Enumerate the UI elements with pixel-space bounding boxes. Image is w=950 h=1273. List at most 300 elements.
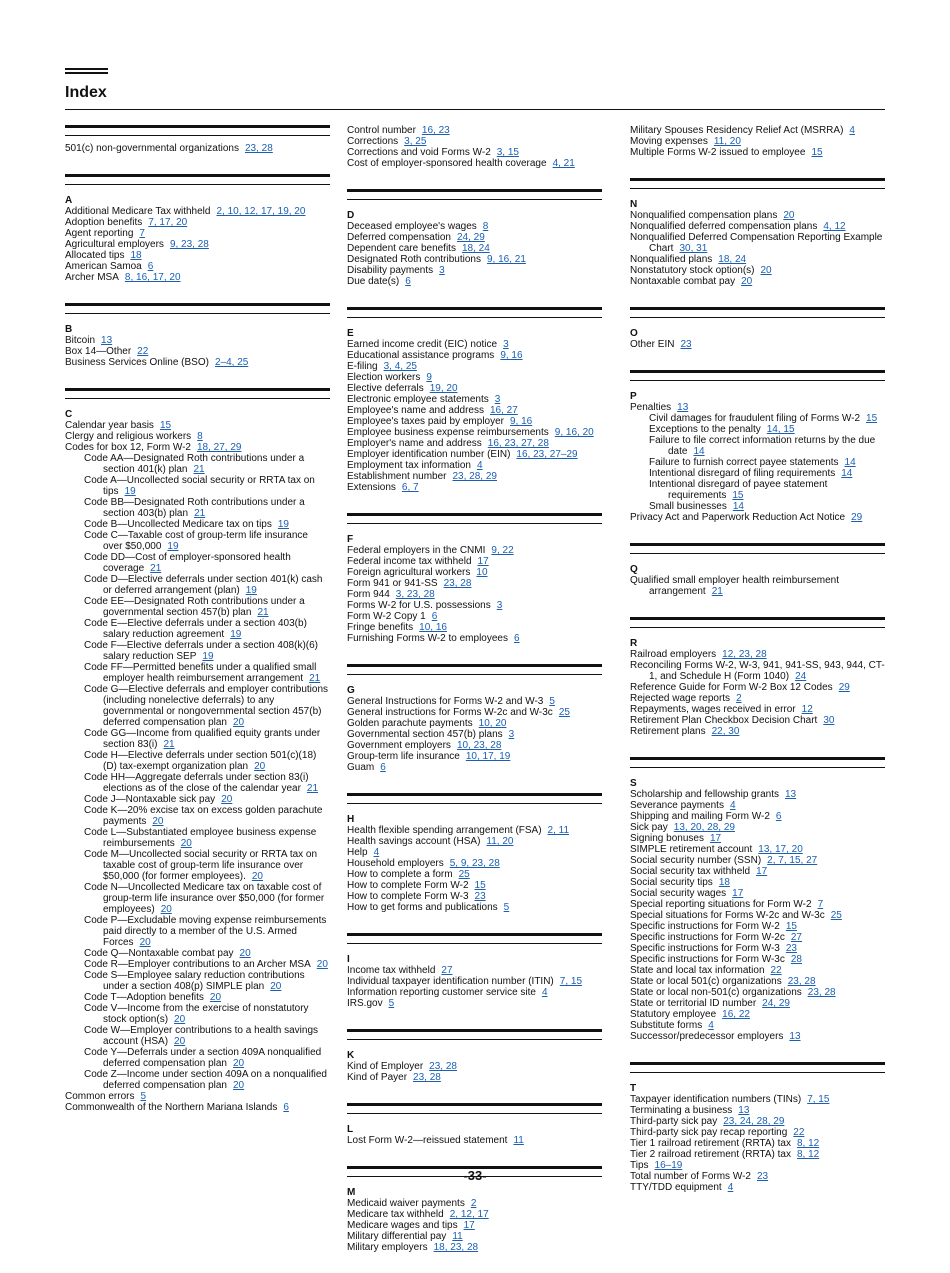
entry-page-links[interactable]: 15 (159, 420, 172, 431)
entry-page-links[interactable]: 8, 16, 17, 20 (124, 272, 181, 283)
entry-page-links[interactable]: 15 (474, 880, 486, 891)
section-letter: E (347, 328, 354, 339)
entry-term: Code A—Uncollected social security or RRTA tax on tips (84, 475, 315, 497)
entry-page-links[interactable]: 4 (708, 1020, 714, 1031)
index-entry (65, 618, 330, 640)
index-entry (630, 822, 885, 833)
index-entry (347, 836, 602, 847)
entry-page-links[interactable]: 9, 22 (491, 545, 514, 556)
entry-page-links[interactable]: 21 (193, 464, 205, 475)
index-entry (347, 1220, 602, 1231)
entry-page-links[interactable]: 11 (452, 1231, 463, 1242)
entry-term: Rejected wage reports (630, 693, 731, 704)
entry-term: Substitute forms (630, 1020, 703, 1031)
entry-term: TTY/TDD equipment (630, 1182, 722, 1193)
entry-page-links[interactable]: 8, 12 (796, 1149, 820, 1160)
entry-term: Codes for box 12, Form W-2 (65, 442, 191, 453)
entry-page-links[interactable]: 12 (801, 704, 813, 715)
entry-page-links[interactable]: 4 (373, 847, 380, 858)
entry-page-links[interactable]: 4, 21 (552, 158, 575, 169)
entry-term: Small businesses (649, 501, 727, 512)
entry-page-links[interactable]: 30, 31 (679, 243, 708, 254)
entry-page-links[interactable]: 19 (202, 651, 214, 662)
entry-term: Code BB—Designated Roth contributions under a section 403(b) plan (84, 497, 305, 519)
entry-page-links[interactable]: 10, 23, 28 (456, 740, 502, 751)
entry-page-links[interactable]: 11 (513, 1135, 524, 1146)
entry-page-links[interactable]: 5 (549, 696, 555, 707)
index-entry (630, 693, 885, 704)
entry-term: Information reporting customer service site (347, 987, 536, 998)
entry-term: Privacy Act and Paperwork Reduction Act Notice (630, 512, 846, 523)
index-entry (630, 1009, 885, 1020)
entry-page-links[interactable]: 11, 20 (713, 136, 741, 147)
entry-page-links[interactable]: 21 (309, 673, 321, 684)
index-entry (65, 1025, 330, 1047)
index-entry (630, 1149, 885, 1160)
entry-page-links[interactable]: 21 (150, 563, 162, 574)
entry-page-links[interactable]: 6 (147, 261, 154, 272)
entry-term: Establishment number (347, 471, 447, 482)
section-rule (65, 174, 330, 185)
index-entry (347, 147, 602, 158)
index-entry (347, 460, 602, 471)
entry-page-links[interactable]: 7 (139, 228, 145, 239)
index-entry (65, 228, 330, 239)
section-rule (630, 178, 885, 189)
entry-page-links[interactable]: 9, 16, 21 (486, 254, 526, 265)
entry-page-links[interactable]: 17 (709, 833, 722, 844)
entry-page-links[interactable]: 28 (790, 954, 802, 965)
entry-page-links[interactable]: 21 (257, 607, 269, 618)
entry-page-links[interactable]: 29 (838, 682, 850, 693)
entry-page-links[interactable]: 3, 23, 28 (395, 589, 435, 600)
entry-page-links[interactable]: 23, 28 (429, 1061, 457, 1072)
index-entry (347, 976, 602, 987)
entry-page-links[interactable]: 21 (163, 739, 175, 750)
entry-page-links[interactable]: 7, 15 (559, 976, 583, 987)
entry-page-links[interactable]: 5, 9, 23, 28 (449, 858, 500, 869)
index-section (630, 125, 885, 158)
entry-page-links[interactable]: 20 (316, 959, 328, 970)
entry-page-links[interactable]: 14 (693, 446, 705, 457)
index-entry (65, 475, 330, 497)
entry-term: Due date(s) (347, 276, 400, 287)
entry-page-links[interactable]: 23 (680, 339, 692, 350)
entry-page-links[interactable]: 20 (139, 937, 151, 948)
entry-page-links[interactable]: 2, 11 (547, 825, 570, 836)
entry-term: Social security tax withheld (630, 866, 751, 877)
index-entry (630, 954, 885, 965)
section-rule (630, 307, 885, 318)
entry-page-links[interactable]: 23, 28 (787, 976, 816, 987)
entry-page-links[interactable]: 13 (784, 789, 797, 800)
entry-page-links[interactable]: 15 (811, 147, 823, 158)
entry-term: Individual taxpayer identification number (ITIN) (347, 976, 554, 987)
entry-term: Other EIN (630, 339, 675, 350)
section-letter: R (630, 638, 638, 649)
section-letter: G (347, 685, 355, 696)
index-entry (630, 789, 885, 800)
entry-page-links[interactable]: 10, 20 (478, 718, 507, 729)
entry-page-links[interactable]: 22 (770, 965, 782, 976)
entry-page-links[interactable]: 19 (124, 486, 136, 497)
entry-page-links[interactable]: 19, 20 (429, 383, 458, 394)
entry-page-links[interactable]: 15 (866, 413, 878, 424)
index-entry (630, 232, 885, 254)
section-letter: H (347, 814, 355, 825)
entry-term: Form W-2 Copy 1 (347, 611, 426, 622)
entry-page-links[interactable]: 25 (830, 910, 842, 921)
section-rule (347, 1029, 602, 1040)
entry-page-links[interactable]: 20 (160, 904, 172, 915)
entry-page-links[interactable]: 20 (221, 794, 233, 805)
entry-page-links[interactable]: 3 (508, 729, 515, 740)
entry-page-links[interactable]: 20 (174, 1014, 186, 1025)
entry-page-links[interactable]: 21 (711, 586, 723, 597)
entry-term: Fringe benefits (347, 622, 414, 633)
entry-page-links[interactable]: 12, 23, 28 (722, 649, 767, 660)
entry-page-links[interactable]: 4 (476, 460, 483, 471)
index-entry (65, 948, 330, 959)
entry-page-links[interactable]: 11, 20 (486, 836, 514, 847)
entry-page-links[interactable]: 6 (405, 276, 411, 287)
index-entry (65, 335, 330, 346)
entry-term: Code Q—Nontaxable combat pay (84, 948, 234, 959)
index-entry (347, 449, 602, 460)
entry-term: State or local 501(c) organizations (630, 976, 782, 987)
entry-page-links[interactable]: 6, 7 (401, 482, 419, 493)
entry-term: Severance payments (630, 800, 724, 811)
entry-page-links[interactable]: 13 (101, 335, 113, 346)
entry-page-links[interactable]: 20 (174, 1036, 186, 1047)
entry-page-links[interactable]: 20 (239, 948, 251, 959)
entry-page-links[interactable]: 10, 17, 19 (465, 751, 511, 762)
entry-page-links[interactable]: 10, 16 (419, 622, 447, 633)
entry-page-links[interactable]: 21 (306, 783, 319, 794)
index-entry (65, 1091, 330, 1102)
entry-page-links[interactable]: 16, 27 (490, 405, 518, 416)
index-entry (630, 866, 885, 877)
entry-page-links[interactable]: 24 (795, 671, 807, 682)
entry-page-links[interactable]: 22 (137, 346, 149, 357)
index-entry (65, 915, 330, 948)
entry-page-links[interactable]: 7 (817, 899, 824, 910)
entry-page-links[interactable]: 23, 28 (443, 578, 472, 589)
index-entry (630, 877, 885, 888)
entry-page-links[interactable]: 18, 24 (718, 254, 747, 265)
entry-page-links[interactable]: 5 (503, 902, 510, 913)
entry-page-links[interactable]: 18, 23, 28 (433, 1242, 479, 1253)
entry-page-links[interactable]: 17 (477, 556, 489, 567)
entry-page-links[interactable]: 2–4, 25 (214, 357, 249, 368)
index-entry (347, 394, 602, 405)
entry-page-links[interactable]: 2 (736, 693, 742, 704)
entry-page-links[interactable]: 5 (388, 998, 395, 1009)
index-entry (347, 158, 602, 169)
entry-page-links[interactable]: 15 (732, 490, 744, 501)
entry-page-links[interactable]: 17 (756, 866, 768, 877)
entry-term: Earned income credit (EIC) notice (347, 339, 498, 350)
section-letter: N (630, 199, 638, 210)
entry-page-links[interactable]: 4 (729, 800, 736, 811)
entry-page-links[interactable]: 13 (738, 1105, 750, 1116)
entry-page-links[interactable]: 23 (474, 891, 486, 902)
index-section (630, 307, 885, 350)
entry-page-links[interactable]: 20 (783, 210, 795, 221)
index-section (347, 307, 602, 493)
entry-term: Failure to file correct information returns by the due date (649, 435, 876, 457)
index-entry (347, 232, 602, 243)
entry-term: Election workers (347, 372, 421, 383)
entry-page-links[interactable]: 8 (482, 221, 489, 232)
entry-page-links[interactable]: 25 (458, 869, 470, 880)
entry-term: Failure to furnish correct payee statements (649, 457, 839, 468)
index-entry (347, 276, 602, 287)
index-entry (630, 147, 885, 158)
entry-page-links[interactable]: 22, 30 (711, 726, 740, 737)
index-section (347, 1029, 602, 1083)
entry-page-links[interactable]: 23 (785, 943, 797, 954)
entry-term: Employer's name and address (347, 438, 482, 449)
entry-page-links[interactable]: 3 (496, 600, 503, 611)
index-entry (347, 482, 602, 493)
entry-page-links[interactable]: 4, 12 (823, 221, 846, 232)
entry-page-links[interactable]: 23, 24, 28, 29 (723, 1116, 785, 1127)
index-entry (347, 762, 602, 773)
index-entry (347, 707, 602, 718)
entry-term: Social security number (SSN) (630, 855, 762, 866)
entry-term: Code E—Elective deferrals under a section 403(b) salary reduction agreement (84, 618, 307, 640)
index-entry (630, 1094, 885, 1105)
entry-term: Control number (347, 125, 416, 136)
entry-page-links[interactable]: 16, 23 (421, 125, 450, 136)
entry-term: Code DD—Cost of employer-sponsored health coverage (84, 552, 291, 574)
entry-page-links[interactable]: 23, 28 (245, 143, 273, 154)
header-ornament-rule (65, 68, 108, 74)
entry-page-links[interactable]: 2, 12, 17 (449, 1209, 489, 1220)
entry-term: Governmental section 457(b) plans (347, 729, 503, 740)
entry-term: Code AA—Designated Roth contributions under a section 401(k) plan (84, 453, 305, 475)
entry-term: Code D—Elective deferrals under section 401(k) cash or deferred arrangement (plan) (84, 574, 323, 596)
entry-page-links[interactable]: 20 (232, 1080, 245, 1091)
entry-page-links[interactable]: 8, 12 (796, 1138, 820, 1149)
entry-page-links[interactable]: 18, 24 (461, 243, 490, 254)
entry-page-links[interactable]: 20 (209, 992, 222, 1003)
entry-page-links[interactable]: 8 (197, 431, 203, 442)
entry-page-links[interactable]: 25 (558, 707, 570, 718)
index-entry (65, 453, 330, 475)
entry-page-links[interactable]: 19 (277, 519, 289, 530)
entry-page-links[interactable]: 20 (152, 816, 164, 827)
entry-term: Code T—Adoption benefits (84, 992, 204, 1003)
index-entry (630, 457, 885, 468)
entry-page-links[interactable]: 6 (513, 633, 520, 644)
entry-term: State or local non-501(c) organizations (630, 987, 802, 998)
index-entry (630, 424, 885, 435)
entry-term: Forms W-2 for U.S. possessions (347, 600, 491, 611)
entry-term: Code V—Income from the exercise of nonstatutory stock option(s) (84, 1003, 309, 1025)
index-entry (347, 622, 602, 633)
index-entry (65, 750, 330, 772)
index-entry (65, 357, 330, 368)
entry-page-links[interactable]: 16, 23, 27, 28 (487, 438, 549, 449)
entry-page-links[interactable]: 20 (254, 761, 266, 772)
index-entry (630, 965, 885, 976)
entry-page-links[interactable]: 9, 23, 28 (169, 239, 209, 250)
index-entry (347, 265, 602, 276)
index-entry (347, 221, 602, 232)
index-entry (630, 704, 885, 715)
entry-page-links[interactable]: 3 (503, 339, 509, 350)
entry-page-links[interactable]: 19 (167, 541, 179, 552)
section-rule (347, 664, 602, 675)
entry-page-links[interactable]: 3, 4, 25 (383, 361, 417, 372)
entry-page-links[interactable]: 27 (790, 932, 802, 943)
entry-page-links[interactable]: 16, 23, 27–29 (516, 449, 578, 460)
entry-page-links[interactable]: 23 (756, 1171, 769, 1182)
entry-page-links[interactable]: 15 (785, 921, 797, 932)
entry-page-links[interactable]: 2, 7, 15, 27 (767, 855, 818, 866)
entry-page-links[interactable]: 16, 22 (722, 1009, 750, 1020)
entry-term: Reconciling Forms W-2, W-3, 941, 941-SS, 943, 944, CT-1, and Schedule H (Form 1040) (630, 660, 885, 682)
entry-page-links[interactable]: 2, 10, 12, 17, 19, 20 (216, 206, 306, 217)
entry-page-links[interactable]: 9, 16 (510, 416, 533, 427)
index-entry (65, 217, 330, 228)
entry-term: Tier 1 railroad retirement (RRTA) tax (630, 1138, 791, 1149)
entry-page-links[interactable]: 6 (431, 611, 438, 622)
entry-page-links[interactable]: 3, 25 (404, 136, 427, 147)
entry-term: Agricultural employers (65, 239, 164, 250)
entry-page-links[interactable]: 24, 29 (762, 998, 790, 1009)
entry-page-links[interactable]: 20 (180, 838, 192, 849)
entry-page-links[interactable]: 23, 28 (413, 1072, 441, 1083)
entry-term: Third-party sick pay recap reporting (630, 1127, 788, 1138)
title-rule (65, 109, 885, 110)
entry-page-links[interactable]: 5 (140, 1091, 147, 1102)
entry-term: Guam (347, 762, 375, 773)
entry-page-links[interactable]: 19 (245, 585, 257, 596)
entry-page-links[interactable]: 14 (841, 468, 853, 479)
entry-term: Multiple Forms W-2 issued to employee (630, 147, 806, 158)
index-entry (630, 221, 885, 232)
entry-page-links[interactable]: 2 (470, 1198, 477, 1209)
entry-page-links[interactable]: 20 (270, 981, 282, 992)
index-entry (347, 633, 602, 644)
index-section (630, 757, 885, 1042)
entry-page-links[interactable]: 13, 17, 20 (758, 844, 803, 855)
entry-term: Disability payments (347, 265, 434, 276)
entry-page-links[interactable]: 4 (849, 125, 855, 136)
index-entry (65, 728, 330, 750)
entry-page-links[interactable]: 7, 17, 20 (148, 217, 188, 228)
entry-page-links[interactable]: 17 (732, 888, 744, 899)
index-section (630, 543, 885, 597)
index-entry (630, 1105, 885, 1116)
entry-page-links[interactable]: 16–19 (654, 1160, 683, 1171)
entry-page-links[interactable]: 20 (232, 1058, 245, 1069)
entry-page-links[interactable]: 10 (476, 567, 488, 578)
index-entry (65, 882, 330, 915)
index-entry (347, 243, 602, 254)
entry-page-links[interactable]: 9 (426, 372, 432, 383)
entry-page-links[interactable]: 9, 16, 20 (554, 427, 594, 438)
entry-page-links[interactable]: 14 (844, 457, 856, 468)
entry-page-links[interactable]: 30 (823, 715, 835, 726)
entry-page-links[interactable]: 6 (380, 762, 386, 773)
entry-page-links[interactable]: 27 (441, 965, 453, 976)
index-section (347, 189, 602, 287)
entry-page-links[interactable]: 20 (232, 717, 245, 728)
entry-page-links[interactable]: 23, 28, 29 (452, 471, 497, 482)
entry-page-links[interactable]: 22 (793, 1127, 805, 1138)
entry-page-links[interactable]: 3 (494, 394, 501, 405)
index-section (347, 664, 602, 773)
index-entry (347, 416, 602, 427)
entry-page-links[interactable]: 20 (741, 276, 753, 287)
entry-term: Code W—Employer contributions to a health savings account (HSA) (84, 1025, 319, 1047)
entry-page-links[interactable]: 21 (194, 508, 206, 519)
index-entry (65, 497, 330, 519)
entry-page-links[interactable]: 6 (775, 811, 782, 822)
index-entry (347, 567, 602, 578)
entry-page-links[interactable]: 13 (789, 1031, 801, 1042)
entry-page-links[interactable]: 24, 29 (456, 232, 485, 243)
entry-term: Corrections (347, 136, 399, 147)
entry-page-links[interactable]: 18, 27, 29 (196, 442, 242, 453)
entry-page-links[interactable]: 14 (732, 501, 744, 512)
entry-term: Employer identification number (EIN) (347, 449, 511, 460)
section-rule (347, 307, 602, 318)
section-rule (65, 388, 330, 399)
index-entry (347, 427, 602, 438)
entry-page-links[interactable]: 19 (230, 629, 242, 640)
index-entry (65, 794, 330, 805)
entry-term: Nonqualified deferred compensation plans (630, 221, 818, 232)
entry-page-links[interactable]: 18 (130, 250, 142, 261)
entry-page-links[interactable]: 20 (251, 871, 263, 882)
index-entry (630, 976, 885, 987)
index-entry (347, 383, 602, 394)
index-entry (347, 858, 602, 869)
entry-term: State and local tax information (630, 965, 765, 976)
index-entry (347, 1198, 602, 1209)
index-entry (65, 552, 330, 574)
entry-page-links[interactable]: 18 (718, 877, 730, 888)
entry-term: Code P—Excludable moving expense reimbursements paid directly to a member of the U.S. Armed Forces (84, 915, 327, 948)
index-entry (347, 729, 602, 740)
entry-term: Adoption benefits (65, 217, 143, 228)
index-entry (65, 346, 330, 357)
entry-term: Qualified small employer health reimbursement arrangement (630, 575, 839, 597)
entry-page-links[interactable]: 13 (677, 402, 689, 413)
entry-term: Statutory employee (630, 1009, 717, 1020)
entry-page-links[interactable]: 20 (760, 265, 772, 276)
entry-page-links[interactable]: 23, 28 (807, 987, 836, 998)
entry-term: How to complete Form W-3 (347, 891, 469, 902)
entry-page-links[interactable]: 6 (283, 1102, 289, 1113)
entry-page-links[interactable]: 13, 20, 28, 29 (673, 822, 735, 833)
entry-page-links[interactable]: 17 (463, 1220, 475, 1231)
entry-term: Federal income tax withheld (347, 556, 472, 567)
entry-page-links[interactable]: 9, 16 (500, 350, 523, 361)
entry-page-links[interactable]: 7, 15 (807, 1094, 830, 1105)
entry-page-links[interactable]: 29 (851, 512, 863, 523)
entry-page-links[interactable]: 14, 15 (766, 424, 795, 435)
entry-page-links[interactable]: 4 (727, 1182, 734, 1193)
entry-page-links[interactable]: 3 (439, 265, 445, 276)
entry-page-links[interactable]: 3, 15 (496, 147, 519, 158)
entry-page-links[interactable]: 4 (541, 987, 548, 998)
